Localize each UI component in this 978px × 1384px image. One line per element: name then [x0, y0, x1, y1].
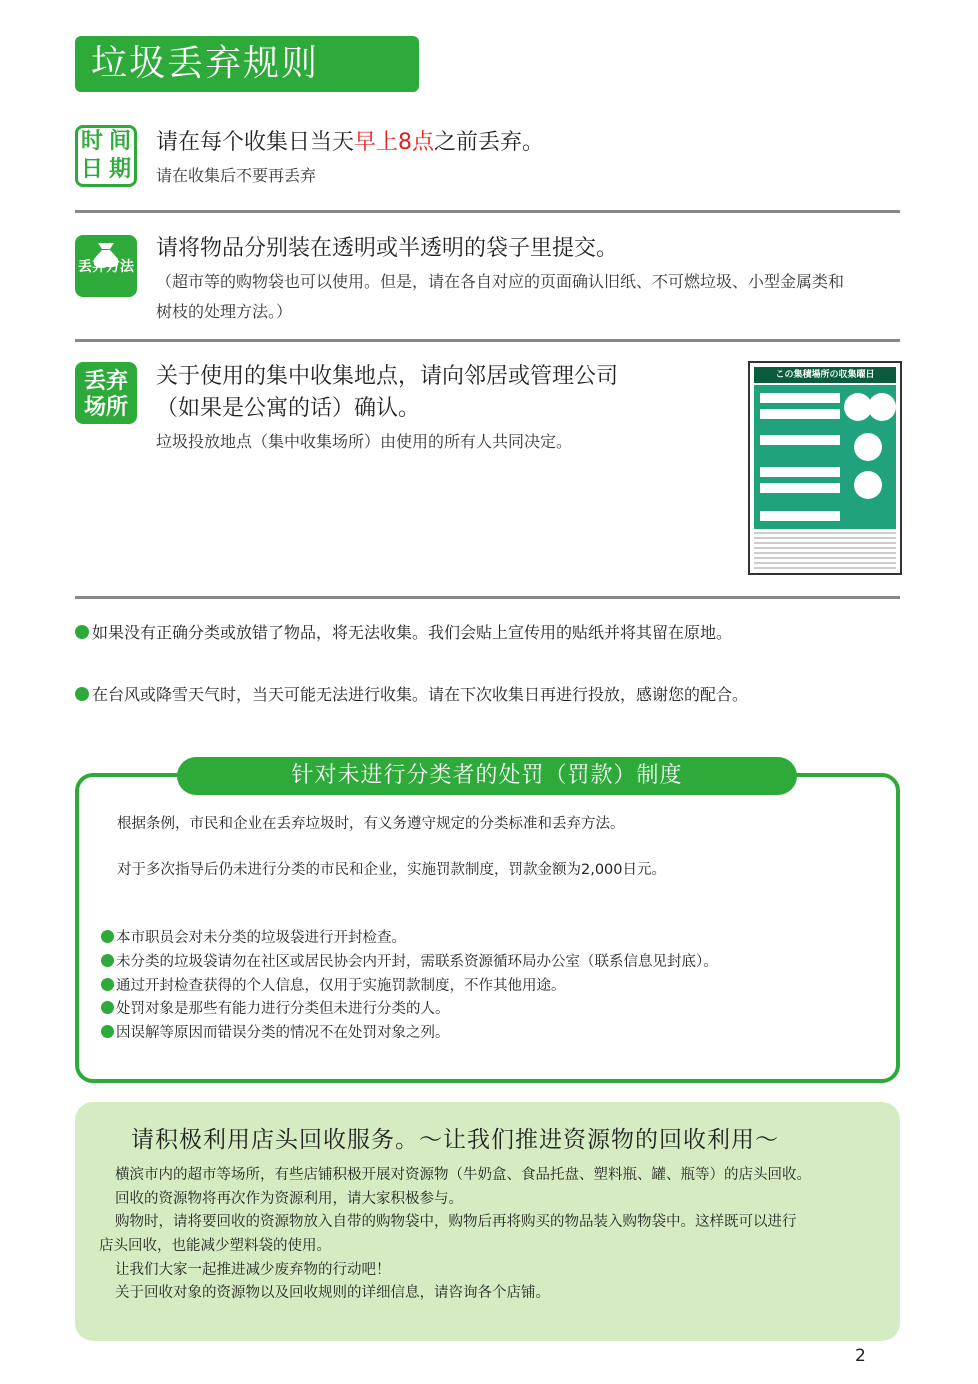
method-rule-note-2: 树枝的处理方法。）: [156, 302, 293, 321]
note-item: [75, 682, 748, 705]
penalty-bullet: [101, 997, 450, 1018]
recycling-text: 店头回收，也能减少塑料袋的使用。: [99, 1238, 331, 1254]
penalty-title: 针对未进行分类者的处罚（罚款）制度: [177, 757, 797, 795]
icon-label: 丢弃: [83, 369, 128, 394]
recycling-text: 横滨市内的超市等场所，有些店铺积极开展对资源物（牛奶盒、食品托盘、塑料瓶、罐、瓶等）的店头回收。: [115, 1167, 811, 1183]
penalty-bullet: [101, 926, 406, 947]
bullet-icon: [101, 978, 114, 991]
note-text: 如果没有正确分类或放错了物品，将无法收集。我们会贴上宣传用的贴纸并将其留在原地。: [92, 623, 733, 642]
icon-char: 日: [80, 157, 103, 182]
icon-char: 时: [80, 129, 103, 154]
poster-row: [760, 409, 840, 419]
penalty-bullet-text: 因误解等原因而错误分类的情况不在处罚对象之列。: [116, 1025, 450, 1041]
place-rule-text: 关于使用的集中收集地点，请向邻居或管理公司: [156, 364, 619, 389]
time-rule-after: 之前丢弃。: [434, 130, 545, 155]
clock-date-icon: [75, 125, 137, 187]
place-icon: [75, 362, 137, 424]
bullet-icon: [75, 625, 89, 639]
penalty-paragraph: 对于多次指导后仍未进行分类的市民和企业，实施罚款制度，罚款金额为2,000日元。: [117, 862, 667, 878]
time-rule-note: 请在收集后不要再丢弃: [156, 166, 317, 185]
bullet-icon: [101, 1025, 114, 1038]
penalty-bullet: [101, 974, 566, 995]
recycling-text: 购物时，请将要回收的资源物放入自带的购物袋中，购物后再将购买的物品装入购物袋中。这样既可以进行: [115, 1214, 797, 1230]
recycling-text: 回收的资源物将再次作为资源利用，请大家积极参与。: [115, 1191, 463, 1207]
penalty-bullet-text: 通过开封检查获得的个人信息，仅用于实施罚款制度，不作其他用途。: [116, 978, 566, 994]
penalty-bullet-text: 处罚对象是那些有能力进行分类但未进行分类的人。: [116, 1001, 450, 1017]
page-number: 2: [855, 1346, 866, 1366]
poster-row: [760, 435, 840, 445]
page-title: 垃圾丢弃规则: [75, 36, 419, 92]
bullet-icon: [75, 687, 89, 701]
icon-label: 场所: [83, 395, 128, 420]
penalty-paragraph: 根据条例，市民和企业在丢弃垃圾时，有义务遵守规定的分类标准和丢弃方法。: [117, 816, 625, 832]
icon-char: 间: [108, 129, 131, 154]
icon-char: 期: [108, 157, 131, 182]
poster-footer: [754, 532, 896, 572]
icon-label: 丢弃方法: [78, 259, 134, 275]
trash-bag-icon: [75, 235, 137, 297]
poster-row: [760, 393, 840, 403]
place-rule-note: 垃圾投放地点（集中收集场所）由使用的所有人共同决定。: [156, 432, 573, 451]
note-text: 在台风或降雪天气时，当天可能无法进行收集。请在下次收集日再进行投放，感谢您的配合。: [92, 685, 749, 704]
poster-row: [760, 467, 840, 477]
penalty-bullet-text: 本市职员会对未分类的垃圾袋进行开封检查。: [116, 930, 406, 946]
penalty-bullet: [101, 950, 718, 971]
section-divider: [75, 596, 900, 599]
recycling-text: 关于回收对象的资源物以及回收规则的详细信息，请咨询各个店铺。: [115, 1285, 550, 1301]
recycling-text: 让我们大家一起推进减少废弃物的行动吧！: [115, 1262, 391, 1278]
bullet-icon: [101, 1001, 114, 1014]
method-rule-text: 请将物品分别装在透明或半透明的袋子里提交。: [156, 236, 619, 261]
note-item: [75, 620, 732, 643]
bullet-icon: [101, 930, 114, 943]
method-rule-note: （超市等的购物袋也可以使用。但是，请在各自对应的页面确认旧纸、不可燃垃圾、小型金属类和: [156, 272, 845, 291]
time-highlight: 早上8点: [354, 130, 435, 155]
poster-row: [760, 511, 840, 521]
penalty-bullet-text: 未分类的垃圾袋请勿在社区或居民协会内开封，需联系资源循环局办公室（联系信息见封底）。: [116, 954, 718, 970]
poster-circle: [854, 433, 882, 461]
poster-circle: [854, 471, 882, 499]
collection-day-poster-image: [748, 361, 902, 575]
place-rule-text-2: （如果是公寓的话）确认。: [156, 396, 421, 421]
bullet-icon: [101, 954, 114, 967]
section-divider: [75, 210, 900, 213]
poster-body: [754, 385, 896, 529]
section-divider: [75, 339, 900, 342]
time-rule-before: 请在每个收集日当天: [156, 130, 355, 155]
poster-row: [760, 483, 840, 493]
recycling-title: 请积极利用店头回收服务。～让我们推进资源物的回收利用～: [131, 1127, 779, 1153]
time-rule-text: [156, 128, 544, 158]
poster-circle: [868, 393, 896, 421]
poster-header: この集積場所の収集曜日: [754, 367, 896, 383]
penalty-bullet: [101, 1021, 450, 1042]
